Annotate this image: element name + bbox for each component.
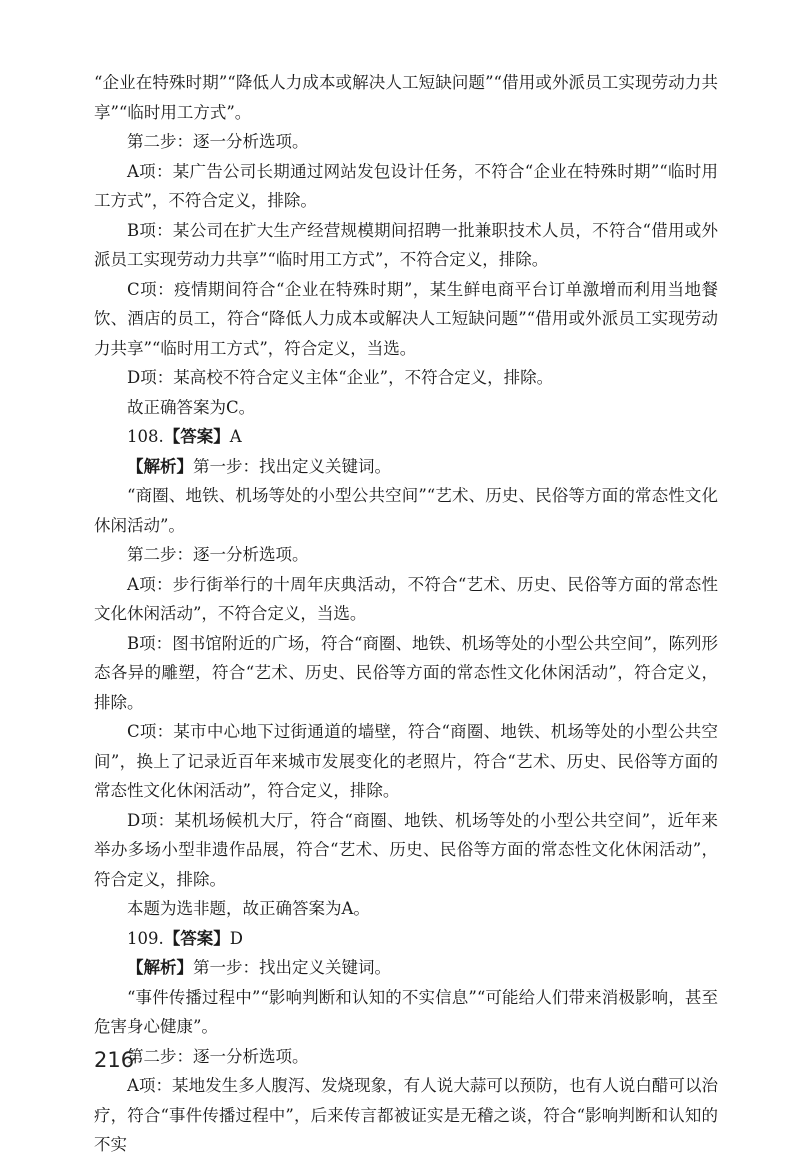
paragraph: A项：某广告公司长期通过网站发包设计任务，不符合“企业在特殊时期”“临时用工方式”，不符合定义，排除。 <box>94 161 718 210</box>
answer-line <box>94 924 718 954</box>
analysis-text: 第一步：找出定义关键词。 <box>193 958 391 977</box>
paragraph: A项：步行街举行的十周年庆典活动，不符合“艺术、历史、民俗等方面的常态性文化休闲活动”，不符合定义，当选。 <box>94 574 718 623</box>
paragraph: B项：图书馆附近的广场，符合“商圈、地铁、机场等处的小型公共空间”，陈列形态各异的雕塑，符合“艺术、历史、民俗等方面的常态性文化休闲活动”，符合定义，排除。 <box>94 633 718 712</box>
analysis-label: 【解析】 <box>127 456 193 476</box>
answer-value: D <box>229 928 243 948</box>
answer-value: A <box>229 427 242 446</box>
analysis-line <box>94 953 718 983</box>
paragraph: 本题为选非题，故正确答案为A。 <box>127 899 370 918</box>
analysis-line <box>94 452 718 482</box>
answer-label: 【答案】 <box>163 427 230 446</box>
paragraph: “事件传播过程中”“影响判断和认知的不实信息”“可能给人们带来消极影响，甚至危害身心健康”。 <box>94 987 718 1036</box>
analysis-text: 第一步：找出定义关键词。 <box>193 456 391 476</box>
paragraph: B项：某公司在扩大生产经营规模期间招聘一批兼职技术人员，不符合“借用或外派员工实现劳动力共享”“临时用工方式”，不符合定义，排除。 <box>94 220 718 269</box>
paragraph: D项：某机场候机大厅，符合“商圈、地铁、机场等处的小型公共空间”，近年来举办多场小型非遗作品展，符合“艺术、历史、民俗等方面的常态性文化休闲活动”，符合定义，排除。 <box>94 810 718 889</box>
paragraph: “商圈、地铁、机场等处的小型公共空间”“艺术、历史、民俗等方面的常态性文化休闲活动”。 <box>94 486 718 535</box>
paragraph: C项：疫情期间符合“企业在特殊时期”，某生鲜电商平台订单激增而利用当地餐饮、酒店的员工，符合“降低人力成本或解决人工短缺问题”“借用或外派员工实现劳动力共享”“临时用工方式”，符合定义，当选。 <box>94 279 718 358</box>
paragraph: 第二步：逐一分析选项。 <box>127 132 309 151</box>
paragraph: C项：某市中心地下过街通道的墙壁，符合“商圈、地铁、机场等处的小型公共空间”，换上了记录近百年来城市发展变化的老照片，符合“艺术、历史、民俗等方面的常态性文化休闲活动”，符合定义，排除。 <box>94 722 718 800</box>
paragraph: 第二步：逐一分析选项。 <box>127 1046 309 1066</box>
paragraph: A项：某地发生多人腹泻、发烧现象，有人说大蒜可以预防，也有人说白醋可以治疗，符合“事件传播过程中”，后来传言都被证实是无稽之谈，符合“影响判断和认知的不实 <box>94 1076 718 1154</box>
question-number: 109. <box>127 928 164 948</box>
paragraph: D项：某高校不符合定义主体“企业”，不符合定义，排除。 <box>127 368 554 387</box>
answer-label: 【答案】 <box>163 928 230 948</box>
paragraph: “企业在特殊时期”“降低人力成本或解决人工短缺问题”“借用或外派员工实现劳动力共享”“临时用工方式”。 <box>94 73 718 122</box>
body-text <box>94 68 718 1160</box>
paragraph: 第二步：逐一分析选项。 <box>127 545 309 564</box>
analysis-label: 【解析】 <box>127 958 193 977</box>
paragraph: 故正确答案为C。 <box>127 397 256 417</box>
page-number: 216 <box>94 1048 135 1072</box>
question-number: 108. <box>127 427 164 446</box>
answer-line <box>94 422 718 452</box>
